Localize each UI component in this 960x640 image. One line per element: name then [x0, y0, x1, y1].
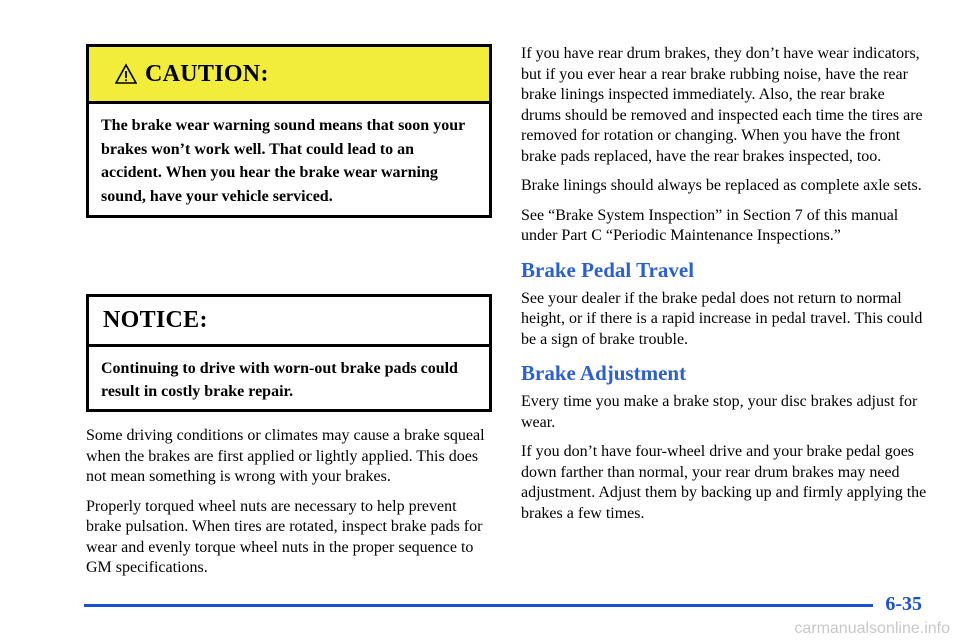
caution-box [86, 44, 492, 218]
notice-body: Continuing to drive with worn-out brake pads could result in costly brake repair. [101, 360, 458, 400]
footer-rule [84, 604, 873, 607]
paragraph-rear-drum: If you have rear drum brakes, they don’t have wear indicators, but if you ever hear a rear brake rubbing noise, have the rear brake linings inspected immediately. Also, the rear brake drums should be removed and inspected each time the tires are removed for rotation or changing. When you have the front brake pads replaced, have the rear brakes inspected, too. [521, 45, 923, 165]
caution-title: CAUTION: [145, 60, 269, 87]
paragraph-brake-squeal: Some driving conditions or climates may cause a brake squeal when the brakes are first applied or lightly applied. This does not mean something is wrong with your brakes. [86, 427, 485, 485]
heading-brake-adjustment: Brake Adjustment [521, 361, 687, 385]
heading-brake-pedal-travel: Brake Pedal Travel [521, 257, 695, 282]
right-column [521, 44, 927, 524]
warning-triangle-icon [115, 63, 137, 85]
page-number: 6-35 [885, 593, 922, 615]
paragraph-adjust-wear: Every time you make a brake stop, your disc brakes adjust for wear. [521, 393, 918, 431]
caution-body: The brake wear warning sound means that soon your brakes won’t work well. That could lead to an accident. When you hear the brake wear warning sound, have your vehicle serviced. [101, 117, 465, 205]
notice-header [89, 297, 489, 347]
paragraph-adjust-drum: If you don’t have four-wheel drive and your brake pedal goes down farther than normal, your rear drum brakes may need adjustment. Adjust them by backing up and firmly applying the brakes a few times. [521, 443, 927, 522]
left-column [86, 44, 492, 579]
paragraph-see-inspection: See “Brake System Inspection” in Section 7 of this manual under Part C “Periodic Maintenance Inspections.” [521, 206, 899, 244]
caution-header [89, 47, 489, 104]
notice-title: NOTICE: [103, 307, 208, 333]
paragraph-linings: Brake linings should always be replaced as complete axle sets. [521, 177, 922, 194]
paragraph-pedal-travel: See your dealer if the brake pedal does not return to normal height, or if there is a rapid increase in pedal travel. This could be a sign of brake trouble. [521, 289, 923, 348]
paragraph-wheel-nuts: Properly torqued wheel nuts are necessary to help prevent brake pulsation. When tires are rotated, inspect brake pads for wear and evenly torque wheel nuts in the proper sequence to GM specifications. [86, 497, 483, 576]
notice-box [86, 294, 492, 412]
watermark: carmanualsonline.info [794, 620, 950, 637]
